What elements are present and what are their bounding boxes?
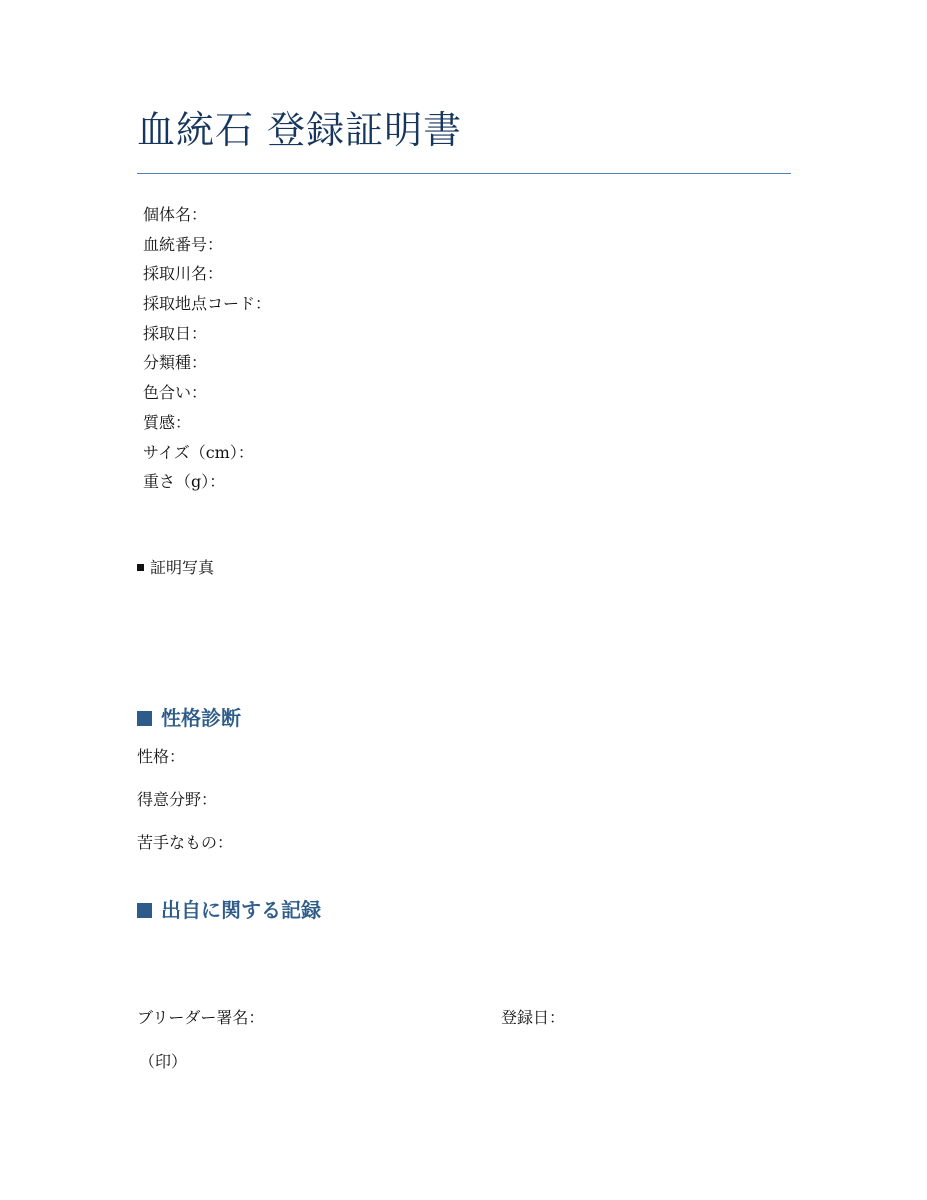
personality-heading-text: 性格診断: [161, 706, 241, 730]
square-bullet-icon: [137, 711, 152, 726]
photo-section-heading: [137, 556, 214, 580]
field-classification: 分類種：: [143, 353, 208, 373]
breeder-signature-label: ブリーダー署名：: [137, 1008, 265, 1027]
field-site-code: 採取地点コード：: [143, 294, 272, 314]
seal-mark: （印）: [139, 1052, 188, 1071]
title-divider: [137, 173, 791, 174]
square-bullet-icon: [137, 903, 152, 918]
field-size: サイズ（cm）：: [143, 442, 254, 462]
field-river-name: 採取川名：: [143, 264, 224, 284]
field-personality: 性格：: [137, 747, 186, 766]
field-color: 色合い：: [143, 383, 208, 403]
field-weaknesses: 苦手なもの：: [137, 833, 234, 852]
field-strengths: 得意分野：: [137, 790, 218, 809]
square-bullet-icon: [137, 564, 144, 571]
field-weight: 重さ（g）：: [143, 472, 226, 492]
personality-section-heading: [137, 704, 241, 732]
field-pedigree-number: 血統番号：: [143, 234, 224, 254]
origin-section-heading: [137, 896, 321, 924]
field-collection-date: 採取日：: [143, 323, 208, 343]
field-individual-name: 個体名：: [143, 205, 208, 224]
photo-section-label: 証明写真: [150, 558, 215, 577]
registration-date-label: 登録日：: [501, 1008, 566, 1027]
field-texture: 質感：: [143, 412, 192, 432]
basic-field-list: [143, 200, 271, 497]
page-title: 血統石 登録証明書: [137, 108, 463, 152]
origin-heading-text: 出自に関する記録: [161, 898, 321, 922]
